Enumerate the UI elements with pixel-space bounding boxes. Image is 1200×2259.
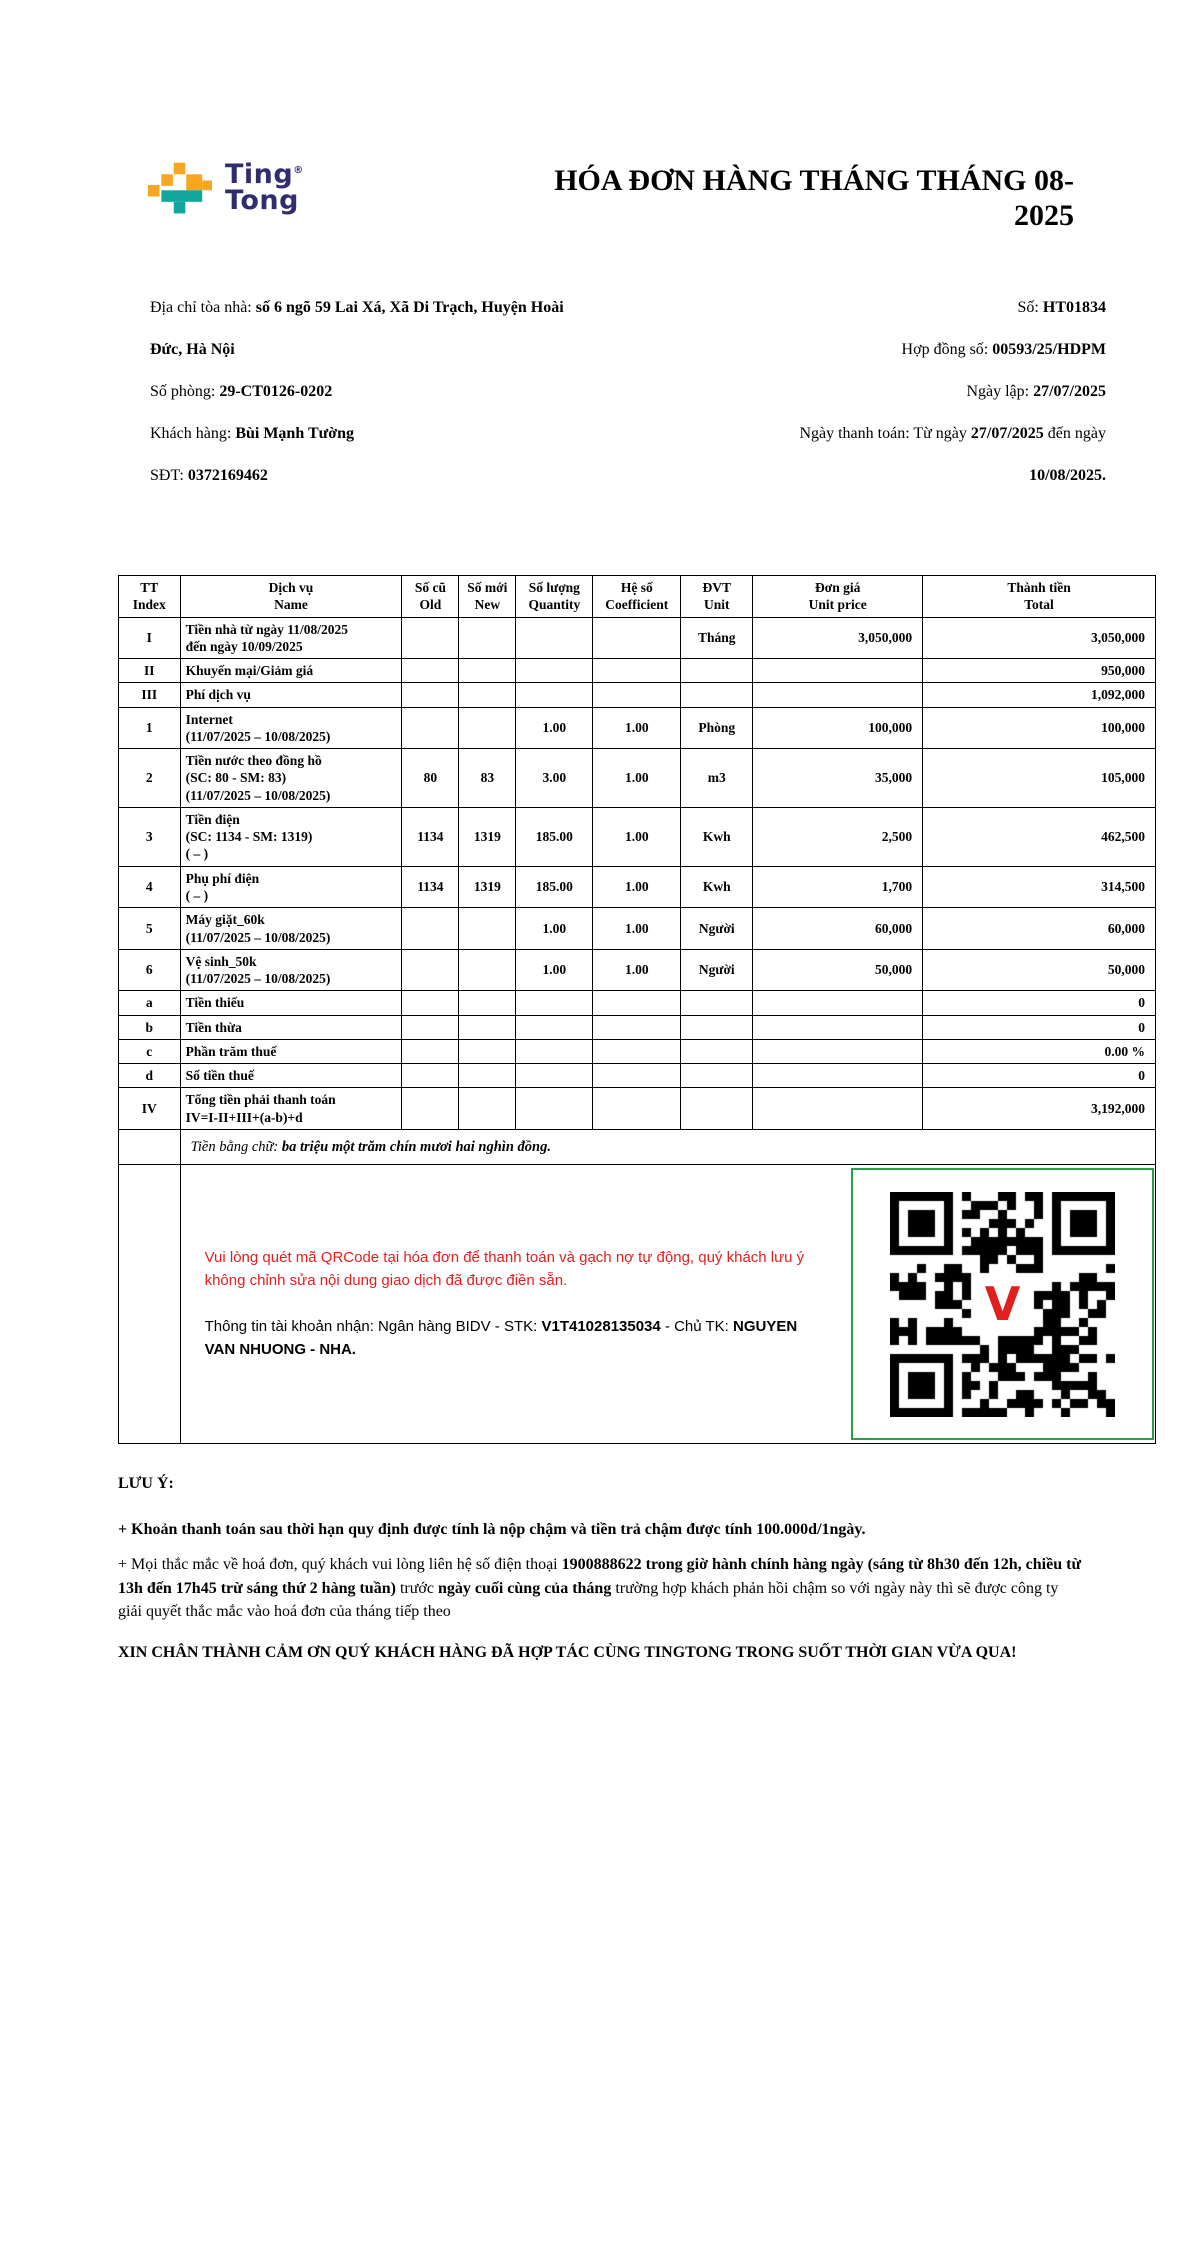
table-row [119, 807, 1156, 866]
cell-total: 0 [923, 991, 1156, 1015]
table-row [119, 659, 1156, 683]
cell-new [459, 1015, 516, 1039]
cell-name: Tiền nhà từ ngày 11/08/2025 đến ngày 10/09/2025 [180, 617, 402, 659]
info-line: 10/08/2025. [1029, 467, 1106, 484]
cell-tt: 4 [119, 866, 181, 908]
cell-total: 105,000 [923, 749, 1156, 808]
cell-old [402, 683, 459, 707]
cell-tt: 6 [119, 949, 181, 991]
cell-tt: IV [119, 1088, 181, 1130]
cell-empty [119, 1129, 181, 1165]
cell-total: 0 [923, 1064, 1156, 1088]
invoice-header-row [119, 576, 1156, 618]
cell-coef [593, 1015, 681, 1039]
info-line: Ngày thanh toán: Từ ngày 27/07/2025 đến ngày [799, 425, 1106, 442]
tingtong-wordmark [225, 160, 304, 214]
tingtong-logo [148, 160, 304, 217]
cell-total: 100,000 [923, 707, 1156, 749]
cell-price: 100,000 [753, 707, 923, 749]
payment-row [119, 1165, 1156, 1444]
cell-qty: 1.00 [516, 707, 593, 749]
payment-text [181, 1247, 821, 1361]
cell-unit: Phòng [681, 707, 753, 749]
table-row [119, 1064, 1156, 1088]
tingtong-logo-icon [148, 160, 212, 217]
cell-coef [593, 659, 681, 683]
cell-name: Internet (11/07/2025 – 10/08/2025) [180, 707, 402, 749]
notes-paragraphs [118, 1518, 1156, 1665]
note-paragraph: + Mọi thắc mắc về hoá đơn, quý khách vui lòng liên hệ số điện thoại 1900888622 trong giờ hành chính hàng ngày (sáng từ 8h30 đến 12h, chiều từ 13h đến 17h45 trừ sáng thứ 2 hàng tuần) trước ngày cuối cùng của tháng trường hợp khách phản hồi chậm so với ngày này thì sẽ được công ty giải quyết thắc mắc vào hoá đơn của tháng tiếp theo [118, 1556, 1082, 1621]
cell-unit: Người [681, 908, 753, 950]
invoice-info [118, 287, 1156, 497]
cell-old [402, 659, 459, 683]
cell-price: 50,000 [753, 949, 923, 991]
table-row [119, 683, 1156, 707]
cell-tt: 2 [119, 749, 181, 808]
cell-total: 950,000 [923, 659, 1156, 683]
cell-tt: 1 [119, 707, 181, 749]
note-paragraph: XIN CHÂN THÀNH CẢM ƠN QUÝ KHÁCH HÀNG ĐÃ HỢP TÁC CÙNG TINGTONG TRONG SUỐT THỜI GIAN VỪA QUA! [118, 1643, 1017, 1661]
cell-tt: 3 [119, 807, 181, 866]
cell-total: 60,000 [923, 908, 1156, 950]
table-row [119, 1015, 1156, 1039]
cell-coef: 1.00 [593, 707, 681, 749]
cell-tt: d [119, 1064, 181, 1088]
cell-coef [593, 1039, 681, 1063]
amount-in-words-value: ba triệu một trăm chín mươi hai nghìn đồng. [281, 1138, 551, 1155]
cell-unit [681, 683, 753, 707]
cell-coef [593, 1088, 681, 1130]
cell-name: Tiền thiếu [180, 991, 402, 1015]
cell-coef: 1.00 [593, 866, 681, 908]
cell-price [753, 1039, 923, 1063]
info-line: Số phòng: 29-CT0126-0202 [150, 383, 333, 400]
registered-mark: ® [293, 165, 304, 176]
note-paragraph: + Khoản thanh toán sau thời hạn quy định được tính là nộp chậm và tiền trả chậm được tính 100.000d/1ngày. [118, 1520, 866, 1538]
cell-coef [593, 683, 681, 707]
cell-total: 3,050,000 [923, 617, 1156, 659]
cell-name: Số tiền thuế [180, 1064, 402, 1088]
cell-qty: 185.00 [516, 866, 593, 908]
cell-old [402, 908, 459, 950]
cell-price [753, 1088, 923, 1130]
cell-total: 3,192,000 [923, 1088, 1156, 1130]
vietqr-logo: V [974, 1275, 1032, 1333]
cell-new [459, 659, 516, 683]
cell-qty [516, 683, 593, 707]
cell-qty [516, 1039, 593, 1063]
cell-new [459, 991, 516, 1015]
invoice-table-body [119, 617, 1156, 1129]
cell-new: 1319 [459, 866, 516, 908]
invoice-table [118, 575, 1156, 1444]
table-row [119, 866, 1156, 908]
table-row [119, 1088, 1156, 1130]
cell-old [402, 1088, 459, 1130]
cell-price [753, 683, 923, 707]
cell-empty [119, 1165, 181, 1444]
cell-new: 83 [459, 749, 516, 808]
info-left [150, 287, 590, 497]
invoice-title-line1: HÓA ĐƠN HÀNG THÁNG THÁNG 08- [554, 164, 1074, 197]
amount-in-words-label: Tiền bằng chữ: [190, 1138, 282, 1155]
cell-new [459, 1088, 516, 1130]
info-line: Khách hàng: Bùi Mạnh Tường [150, 425, 354, 442]
cell-price [753, 1064, 923, 1088]
cell-price [753, 659, 923, 683]
payment-account-info: Thông tin tài khoản nhận: Ngân hàng BIDV - STK: V1T41028135034 - Chủ TK: NGUYEN VAN NHUONG - NHA. [204, 1318, 798, 1358]
cell-old [402, 1015, 459, 1039]
cell-price [753, 991, 923, 1015]
cell-qty [516, 991, 593, 1015]
wordmark-line1: Ting® [225, 159, 304, 190]
cell-new [459, 617, 516, 659]
invoice-title-line2: 2025 [1014, 199, 1074, 232]
cell-qty [516, 617, 593, 659]
info-line: Số: HT01834 [1017, 299, 1106, 316]
table-row [119, 991, 1156, 1015]
cell-total: 1,092,000 [923, 683, 1156, 707]
cell-tt: 5 [119, 908, 181, 950]
cell-unit [681, 1088, 753, 1130]
column-header-name: Dịch vụ Name [180, 576, 402, 618]
invoice-title [554, 160, 1156, 233]
cell-coef: 1.00 [593, 908, 681, 950]
cell-old [402, 1039, 459, 1063]
info-line: Ngày lập: 27/07/2025 [966, 383, 1106, 400]
column-header-coef: Hệ số Coefficient [593, 576, 681, 618]
cell-name: Khuyến mại/Giảm giá [180, 659, 402, 683]
cell-price: 1,700 [753, 866, 923, 908]
cell-coef [593, 991, 681, 1015]
cell-old: 80 [402, 749, 459, 808]
cell-name: Tiền điện (SC: 1134 - SM: 1319) ( – ) [180, 807, 402, 866]
qr-box [851, 1168, 1154, 1440]
cell-total: 0 [923, 1015, 1156, 1039]
cell-qty [516, 1088, 593, 1130]
cell-qty: 1.00 [516, 949, 593, 991]
cell-coef [593, 617, 681, 659]
cell-price: 60,000 [753, 908, 923, 950]
cell-name: Phụ phí điện ( – ) [180, 866, 402, 908]
cell-old: 1134 [402, 807, 459, 866]
table-row [119, 749, 1156, 808]
cell-qty [516, 659, 593, 683]
cell-unit [681, 1039, 753, 1063]
cell-name: Vệ sinh_50k (11/07/2025 – 10/08/2025) [180, 949, 402, 991]
cell-new [459, 1039, 516, 1063]
column-header-price: Đơn giá Unit price [753, 576, 923, 618]
invoice-table-footer [119, 1129, 1156, 1444]
cell-name: Tiền thừa [180, 1015, 402, 1039]
cell-unit: Tháng [681, 617, 753, 659]
cell-tt: II [119, 659, 181, 683]
cell-tt: a [119, 991, 181, 1015]
cell-qty [516, 1064, 593, 1088]
cell-total: 50,000 [923, 949, 1156, 991]
payment-note-red: Vui lòng quét mã QRCode tại hóa đơn để thanh toán và gạch nợ tự động, quý khách lưu ý không chỉnh sửa nội dung giao dịch đã được điền sẵn. [204, 1249, 805, 1289]
cell-name: Phần trăm thuế [180, 1039, 402, 1063]
cell-old: 1134 [402, 866, 459, 908]
cell-new [459, 1064, 516, 1088]
cell-name: Tiền nước theo đồng hồ (SC: 80 - SM: 83) (11/07/2025 – 10/08/2025) [180, 749, 402, 808]
cell-qty: 1.00 [516, 908, 593, 950]
table-row [119, 707, 1156, 749]
cell-tt: c [119, 1039, 181, 1063]
cell-tt: I [119, 617, 181, 659]
cell-unit: m3 [681, 749, 753, 808]
notes-section [118, 1472, 1156, 1665]
wordmark-line2: Tong [225, 185, 299, 216]
cell-new [459, 908, 516, 950]
cell-tt: b [119, 1015, 181, 1039]
cell-price: 3,050,000 [753, 617, 923, 659]
cell-unit [681, 1015, 753, 1039]
info-line: SĐT: 0372169462 [150, 467, 268, 484]
amount-in-words [180, 1129, 1155, 1165]
cell-coef: 1.00 [593, 749, 681, 808]
info-line: Đức, Hà Nội [150, 341, 235, 358]
table-row [119, 1039, 1156, 1063]
cell-old [402, 949, 459, 991]
info-line: Hợp đồng số: 00593/25/HDPM [901, 341, 1106, 358]
cell-new [459, 683, 516, 707]
cell-unit: Người [681, 949, 753, 991]
notes-heading: LƯU Ý: [118, 1475, 174, 1493]
cell-coef: 1.00 [593, 807, 681, 866]
column-header-total: Thành tiền Total [923, 576, 1156, 618]
payment-cell [180, 1165, 1155, 1444]
info-line: Địa chỉ tòa nhà: số 6 ngõ 59 Lai Xá, Xã Di Trạch, Huyện Hoài [150, 299, 564, 316]
cell-name: Máy giặt_60k (11/07/2025 – 10/08/2025) [180, 908, 402, 950]
cell-coef: 1.00 [593, 949, 681, 991]
cell-new: 1319 [459, 807, 516, 866]
cell-unit [681, 1064, 753, 1088]
cell-qty: 3.00 [516, 749, 593, 808]
table-row [119, 908, 1156, 950]
table-row [119, 617, 1156, 659]
cell-tt: III [119, 683, 181, 707]
cell-name: Tổng tiền phải thanh toán IV=I-II+III+(a-b)+d [180, 1088, 402, 1130]
info-right [799, 287, 1106, 497]
document-header [118, 0, 1156, 233]
cell-unit: Kwh [681, 866, 753, 908]
cell-old [402, 707, 459, 749]
cell-total: 0.00 % [923, 1039, 1156, 1063]
cell-total: 314,500 [923, 866, 1156, 908]
column-header-new: Số mới New [459, 576, 516, 618]
cell-new [459, 949, 516, 991]
column-header-tt: TT Index [119, 576, 181, 618]
column-header-old: Số cũ Old [402, 576, 459, 618]
column-header-unit: ĐVT Unit [681, 576, 753, 618]
cell-qty [516, 1015, 593, 1039]
amount-in-words-row [119, 1129, 1156, 1165]
cell-unit: Kwh [681, 807, 753, 866]
cell-unit [681, 659, 753, 683]
cell-price: 2,500 [753, 807, 923, 866]
cell-old [402, 1064, 459, 1088]
cell-name: Phí dịch vụ [180, 683, 402, 707]
cell-price: 35,000 [753, 749, 923, 808]
cell-coef [593, 1064, 681, 1088]
cell-total: 462,500 [923, 807, 1156, 866]
cell-old [402, 991, 459, 1015]
table-row [119, 949, 1156, 991]
cell-unit [681, 991, 753, 1015]
column-header-qty: Số lượng Quantity [516, 576, 593, 618]
cell-new [459, 707, 516, 749]
cell-old [402, 617, 459, 659]
cell-price [753, 1015, 923, 1039]
cell-qty: 185.00 [516, 807, 593, 866]
